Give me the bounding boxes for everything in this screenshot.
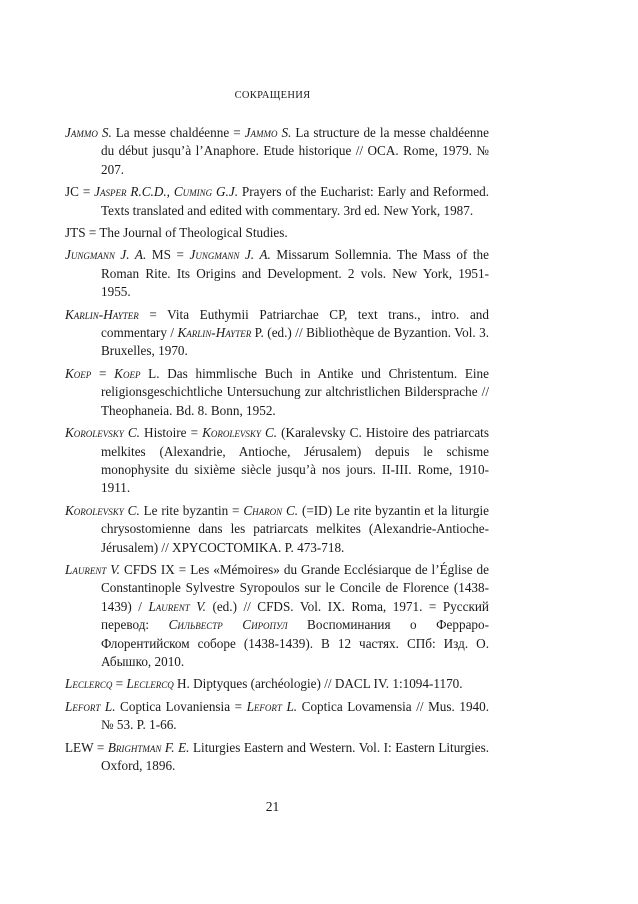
entry-text: H. Diptyques (archéologie) // DACL IV. 1:1094-1170. [173, 676, 463, 692]
abbreviation-entry [65, 306, 489, 361]
author-name: Сильвестр Сиропул [168, 617, 288, 633]
author-name: Jammo S. [65, 125, 112, 140]
entry-text: Histoire = [139, 425, 203, 441]
author-name: Karlin-Hayter [65, 306, 139, 322]
abbreviation-entry [65, 561, 489, 671]
abbreviation-entry [65, 698, 489, 735]
entry-text: Coptica Lovaniensia = [115, 698, 247, 714]
author-name: Charon C. [243, 502, 299, 518]
entry-text: La messe chaldéenne = [111, 125, 245, 140]
entry-text: (ed.) // CFDS. Vol. IX. Roma, 1971. = Русский перевод: [101, 598, 489, 633]
entry-text: CFDS IX = Les «Mémoires» du Grande Ecclésiarque de l’Église de Constantinople Sylvestre Syropoulos sur le Concile de Florence (1438-1439) / [101, 561, 489, 614]
author-name: Karlin-Hayter [177, 325, 252, 341]
author-name: Jasper R.C.D., Cuming G.J. [94, 184, 239, 200]
author-name: Jammo S. [244, 125, 292, 140]
author-name: Lefort L. [65, 698, 116, 714]
abbreviation-entry [65, 246, 489, 301]
abbreviation-list [65, 124, 489, 779]
entry-text: Coptica Lovamensia // Mus. 1940. № 53. P. 1-66. [101, 698, 490, 733]
author-name: Jungmann J. A. [65, 247, 147, 263]
abbreviation-entry [65, 424, 489, 498]
entry-text: Le rite byzantin = [139, 502, 244, 518]
author-name: Laurent V. [65, 561, 120, 577]
entry-text: JTS = The Journal of Theological Studies. [65, 225, 288, 241]
entry-text: Missarum Sollemnia. The Mass of the Roman Rite. Its Origins and Development. 2 vols. New York, 1951-1955. [101, 247, 489, 300]
abbreviation-entry [65, 124, 489, 179]
entry-text: Воспоминания о Ферраро-Флорентийском соборе (1438-1439). В 12 частях. СПб: Изд. О. Абышко, 2010. [101, 617, 489, 669]
abbreviation-entry [65, 502, 489, 557]
abbreviation-entry [65, 365, 489, 420]
author-name: Korolevsky C. [202, 425, 278, 441]
entry-text: Liturgies Eastern and Western. Vol. I: Eastern Liturgies. Oxford, 1896. [101, 739, 489, 773]
entry-text: LEW = [65, 739, 108, 755]
author-name: Laurent V. [148, 598, 206, 614]
author-name: Korolevsky C. [65, 502, 140, 518]
entry-text: = Vita Euthymii Patriarchae CP, text trans., intro. and commentary / [101, 306, 489, 341]
entry-text: P. (ed.) // Bibliothèque de Byzantion. Vol. 3. Bruxelles, 1970. [101, 325, 489, 359]
author-name: Korolevsky C. [65, 425, 140, 441]
author-name: Lefort L. [246, 698, 298, 714]
running-head: СОКРАЩЕНИЯ [234, 90, 311, 101]
abbreviation-entry [65, 675, 489, 693]
page-number: 21 [265, 799, 280, 814]
author-name: Leclercq [126, 676, 174, 692]
abbreviation-entry [65, 183, 489, 220]
author-name: Brightman F. E. [107, 739, 190, 755]
entry-text: Prayers of the Eucharist: Early and Reformed. Texts translated and edited with commentary. 3rd ed. New York, 1987. [101, 184, 489, 218]
author-name: Koep [65, 365, 92, 381]
entry-text: MS = [146, 247, 190, 263]
abbreviation-entry [65, 739, 489, 776]
entry-text: La structure de la messe chaldéenne du début jusqu’à l’Anaphore. Etude historique // OCA. Rome, 1979. № 207. [101, 125, 489, 177]
author-name: Koep [114, 365, 141, 381]
entry-text: (=ID) Le rite byzantin et la liturgie chrysostomienne dans les patriarcats melkites (Alexandrie-Antioche-Jérusalem) // ΧΡΥCΟCΤΟΜΙΚΑ. P. 473-718. [101, 502, 489, 555]
entry-text: L. Das himmlische Buch in Antike und Christentum. Eine religionsgeschichtliche Untersuchung zur altchristlichen Bildersprache // Theophaneia. Bd. 8. Bonn, 1952. [101, 365, 489, 418]
entry-text: = [112, 676, 127, 692]
entry-text: = [91, 365, 115, 381]
entry-text: (Karalevsky C. Histoire des patriarcats melkites (Alexandrie, Antioche, Jérusalem) depuis le schisme monophysite du sixième siècle jusqu’à nos jours. II-III. Rome, 1910-1911. [101, 425, 489, 496]
author-name: Leclercq [65, 676, 113, 692]
entry-text: JC = [65, 184, 95, 200]
author-name: Jungmann J. A. [189, 247, 271, 263]
abbreviation-entry [65, 224, 489, 242]
